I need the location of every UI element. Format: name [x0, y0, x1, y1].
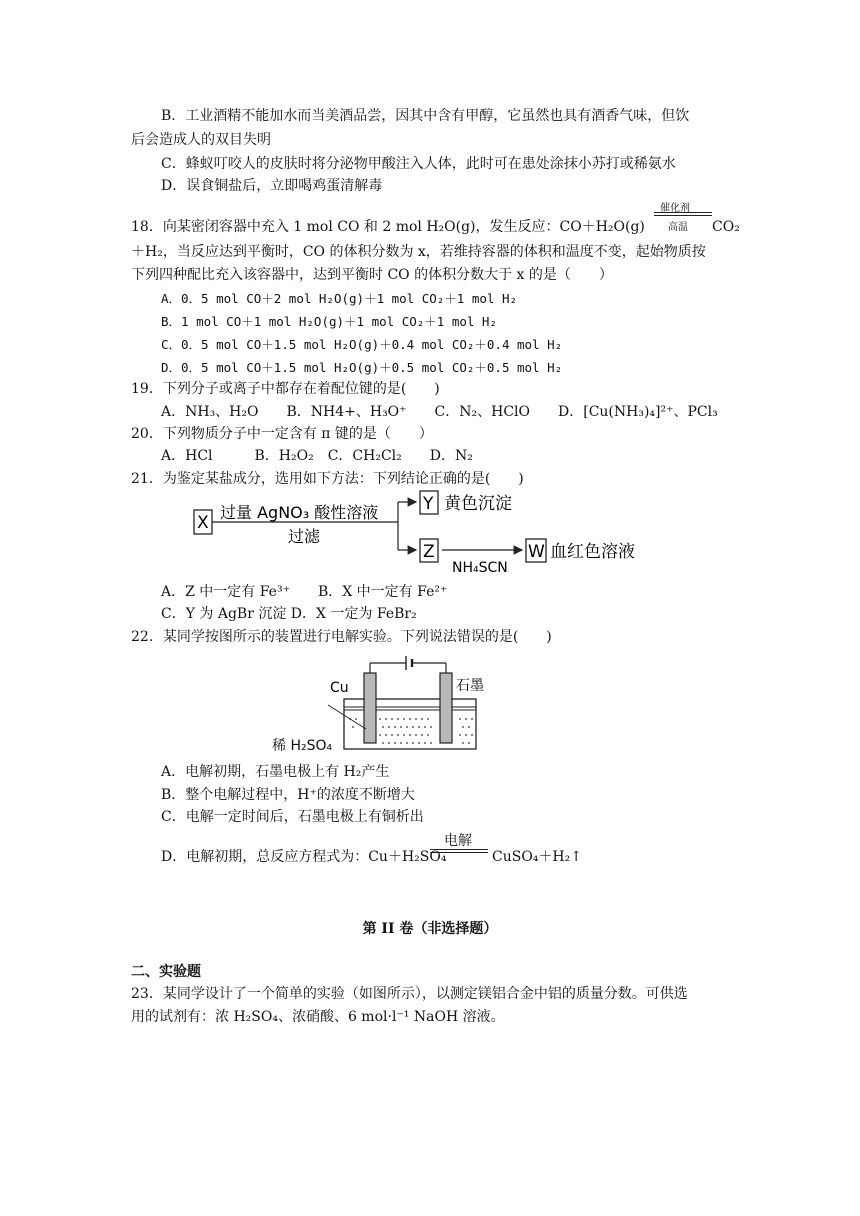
q22-option-a: A．电解初期，石墨电极上有 H₂产生: [161, 764, 390, 780]
q22-electrolysis-label: 电解: [444, 833, 472, 849]
q18-product: CO₂: [712, 219, 740, 235]
q21-options-ab: A．Z 中一定有 Fe³⁺ B．X 中一定有 Fe²⁺: [161, 584, 448, 600]
q20-options: A．HCl B．H₂O₂ C．CH₂Cl₂ D．N₂: [161, 448, 473, 464]
q18-stem-line2: ＋H₂，当反应达到平衡时，CO 的体积分数为 x，若维持容器的体积和温度不变，起始物质按: [131, 244, 706, 260]
q17-option-d: D．误食铜盐后，立即喝鸡蛋清解毒: [161, 178, 383, 194]
label-cu: Cu: [330, 680, 349, 696]
q18-reaction-arrow: [654, 199, 712, 235]
q18-option-b: B．1 mol CO＋1 mol H₂O(g)＋1 mol CO₂＋1 mol H₂: [161, 314, 497, 329]
q22-option-b: B．整个电解过程中，H⁺的浓度不断增大: [161, 787, 415, 803]
q20-stem: 20．下列物质分子中一定含有 π 键的是（ ）: [131, 426, 433, 442]
part2-title: 第 II 卷（非选择题）: [362, 921, 498, 937]
q19-stem: 19．下列分子或离子中都存在着配位键的是( ): [131, 381, 440, 397]
q18-hightemp-label: 高温: [668, 222, 688, 233]
label-graphite: 石墨: [456, 678, 484, 694]
q22-electrolysis-arrow: [430, 830, 488, 860]
q18-option-c: C．0．5 mol CO＋1.5 mol H₂O(g)＋0.4 mol CO₂＋0.4 mol H₂: [161, 337, 563, 352]
q17-option-c: C．蜂蚁叮咬人的皮肤时将分泌物甲酸注入人体，此时可在患处涂抹小苏打或稀氨水: [161, 156, 676, 172]
q23-stem-line1: 23．某同学设计了一个简单的实验（如图所示），以测定镁铝合金中铝的质量分数。可供选: [131, 986, 688, 1002]
q18-stem-line1: 18．向某密闭容器中充入 1 mol CO 和 2 mol H₂O(g)，发生反应：CO＋H₂O(g): [131, 219, 645, 235]
q22-electrolysis-diagram: [326, 647, 556, 757]
q18-stem-line3: 下列四种配比充入该容器中，达到平衡时 CO 的体积分数大于 x 的是（ ）: [131, 267, 613, 283]
q18-option-d: D．0．5 mol CO＋1.5 mol H₂O(g)＋0.5 mol CO₂＋0.5 mol H₂: [161, 360, 563, 375]
label-y: Y: [423, 494, 434, 514]
q21-flow-diagram: [180, 490, 660, 580]
label-x: X: [197, 513, 209, 533]
label-nh4scn: NH₄SCN: [452, 560, 508, 576]
label-filter: 过滤: [288, 527, 321, 546]
q21-options-cd: C．Y 为 AgBr 沉淀 D．X 一定为 FeBr₂: [161, 606, 417, 622]
label-reagent: 过量 AgNO₃ 酸性溶液: [220, 503, 379, 522]
q22-stem: 22．某同学按图所示的装置进行电解实验。下列说法错误的是( ): [131, 629, 552, 645]
q21-stem: 21．为鉴定某盐成分，选用如下方法：下列结论正确的是( ): [131, 471, 524, 487]
q19-options: A．NH₃、H₂O B．NH4+、H₃O⁺ C．N₂、HClO D．[Cu(NH₃)₄]²⁺、PCl₃: [161, 404, 718, 420]
q18-option-a: A．0．5 mol CO＋2 mol H₂O(g)＋1 mol CO₂＋1 mol H₂: [161, 291, 518, 306]
label-yellow-precipitate: 黄色沉淀: [444, 494, 512, 514]
label-blood-red-solution: 血红色溶液: [550, 542, 635, 562]
q17-option-b-line1: B．工业酒精不能加水而当美酒品尝，因其中含有甲醇，它虽然也具有酒香气味，但饮: [161, 108, 690, 124]
graphite-electrode: [440, 673, 452, 743]
label-z: Z: [423, 542, 435, 562]
section-heading-experiment: 二、实验题: [131, 964, 201, 980]
q22-option-c: C．电解一定时间后，石墨电极上有铜析出: [161, 809, 424, 825]
q18-catalyst-label: 催化剂: [660, 203, 690, 214]
label-w: W: [528, 542, 545, 562]
label-dilute-h2so4: 稀 H₂SO₄: [272, 738, 333, 754]
q23-stem-line2: 用的试剂有：浓 H₂SO₄、浓硝酸、6 mol·l⁻¹ NaOH 溶液。: [131, 1009, 505, 1025]
q17-option-b-line2: 后会造成人的双目失明: [131, 132, 271, 148]
q22-option-d-right: CuSO₄＋H₂↑: [492, 849, 582, 865]
q22-option-d-left: D．电解初期，总反应方程式为：Cu＋H₂SO₄: [161, 849, 447, 865]
cu-electrode: [364, 673, 376, 743]
